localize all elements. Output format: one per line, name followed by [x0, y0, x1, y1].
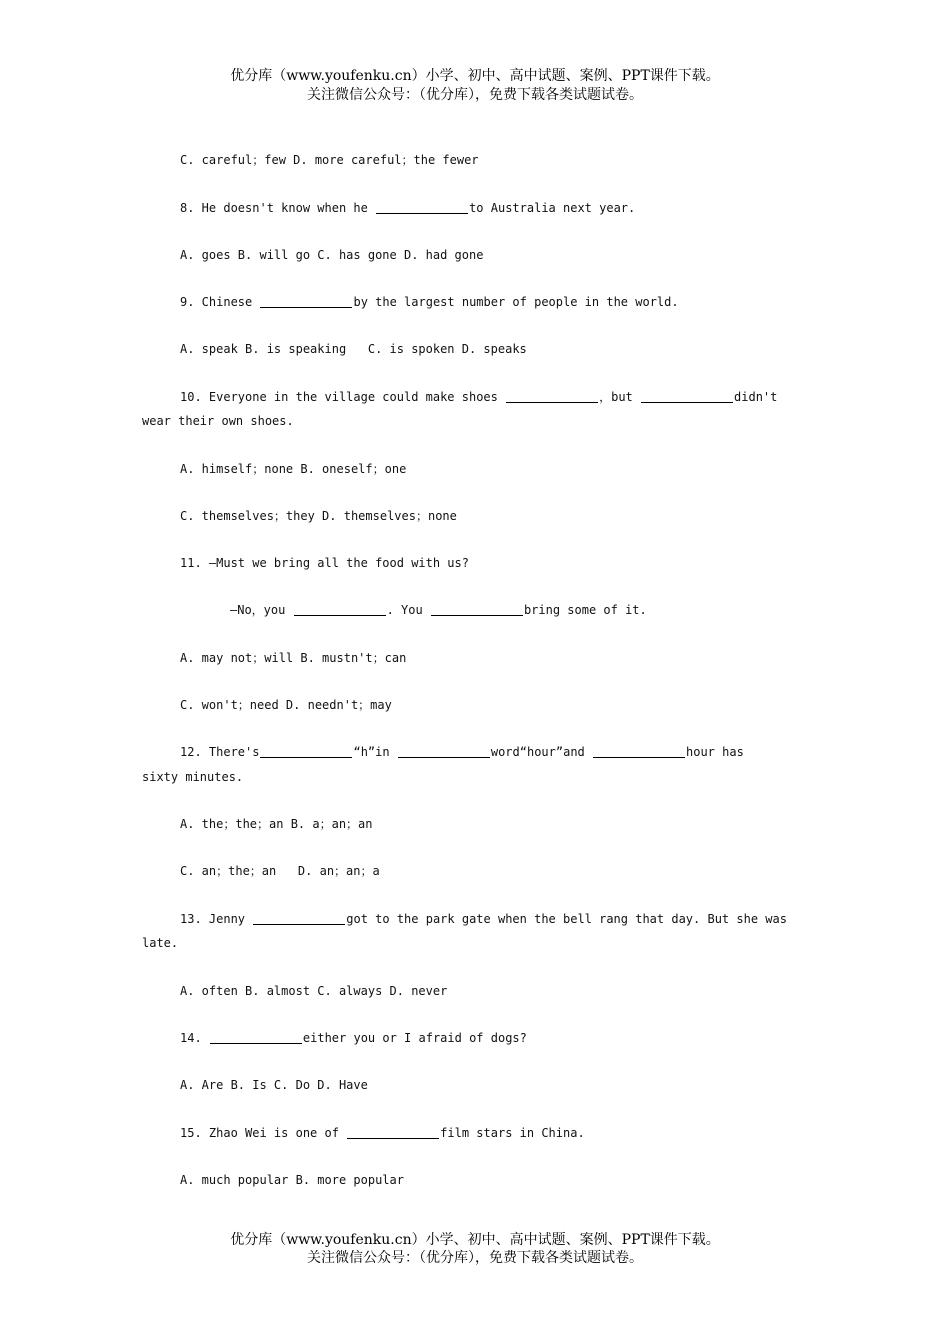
q11-text-3: bring some of it. [523, 603, 647, 617]
q12-text-3: word“hour”and [490, 745, 592, 759]
answer-blank [398, 745, 490, 758]
answer-blank [593, 745, 685, 758]
answer-blank [641, 390, 733, 403]
q8-options: A. goes B. will go C. has gone D. had gone [180, 248, 484, 262]
q12-text-1: 12. There's [180, 745, 260, 759]
q14-options: A. Are B. Is C. Do D. Have [180, 1078, 368, 1092]
q8-text-2: to Australia next year. [469, 201, 636, 215]
q11-reply [230, 602, 647, 618]
header-line-1: 优分库（www.youfenku.cn）小学、初中、高中试题、案例、PPT课件下载。 [230, 68, 720, 84]
answer-blank [431, 603, 523, 616]
q15-options-ab: A. much popular B. more popular [180, 1173, 404, 1187]
q14-text-1: 14. [180, 1031, 209, 1045]
q13-stem-continued: late. [142, 936, 179, 950]
q14-stem [180, 1030, 527, 1046]
q8-text-1: 8. He doesn't know when he [180, 201, 376, 215]
answer-blank [260, 295, 352, 308]
q9-text-1: 9. Chinese [180, 295, 260, 309]
q12-options-ab: A. the；the；an B. a；an；an [180, 817, 373, 831]
q10-stem-continued: wear their own shoes. [142, 414, 294, 428]
q11-options-cd: C. won't；need D. needn't；may [180, 698, 392, 712]
q13-options: A. often B. almost C. always D. never [180, 984, 448, 998]
q13-text-2: got to the park gate when the bell rang that day. But she was [346, 912, 787, 926]
q10-options-cd: C. themselves；they D. themselves；none [180, 509, 457, 523]
q10-text-3: didn't [734, 390, 778, 404]
q15-stem [180, 1125, 585, 1141]
answer-blank [294, 603, 386, 616]
q11-text-1: —No，you [230, 603, 293, 617]
footer-line-2: 关注微信公众号：（优分库），免费下载各类试题试卷。 [307, 1250, 643, 1266]
footer-line-1: 优分库（www.youfenku.cn）小学、初中、高中试题、案例、PPT课件下载。 [230, 1232, 720, 1248]
answer-blank [506, 390, 598, 403]
answer-blank [210, 1031, 302, 1044]
q14-text-2: either you or I afraid of dogs? [302, 1031, 527, 1045]
q9-stem [180, 294, 679, 310]
q13-stem [180, 911, 787, 927]
q12-stem-continued: sixty minutes. [142, 770, 244, 784]
q9-text-2: by the largest number of people in the world. [353, 295, 679, 309]
q15-text-2: film stars in China. [440, 1126, 585, 1140]
q10-text-2: ，but [599, 390, 641, 404]
q10-options-ab: A. himself；none B. oneself；one [180, 462, 407, 476]
header-line-2: 关注微信公众号：（优分库），免费下载各类试题试卷。 [307, 87, 643, 103]
answer-blank [253, 912, 345, 925]
q12-text-2: “h”in [353, 745, 397, 759]
q9-options: A. speak B. is speaking C. is spoken D. speaks [180, 342, 527, 356]
q7-options-cd: C. careful；few D. more careful；the fewer [180, 153, 479, 167]
q11-text-2: . You [386, 603, 430, 617]
q12-text-4: hour has [686, 745, 744, 759]
q8-stem [180, 200, 635, 216]
answer-blank [376, 201, 468, 214]
q11-options-ab: A. may not；will B. mustn't；can [180, 651, 407, 665]
answer-blank [260, 745, 352, 758]
q10-text-1: 10. Everyone in the village could make shoes [180, 390, 506, 404]
q10-stem [180, 389, 777, 405]
answer-blank [347, 1126, 439, 1139]
q12-options-cd: C. an；the；an D. an；an；a [180, 864, 380, 878]
q12-stem [180, 744, 744, 760]
q11-question: 11. —Must we bring all the food with us? [180, 556, 469, 570]
q15-text-1: 15. Zhao Wei is one of [180, 1126, 347, 1140]
q13-text-1: 13. Jenny [180, 912, 253, 926]
